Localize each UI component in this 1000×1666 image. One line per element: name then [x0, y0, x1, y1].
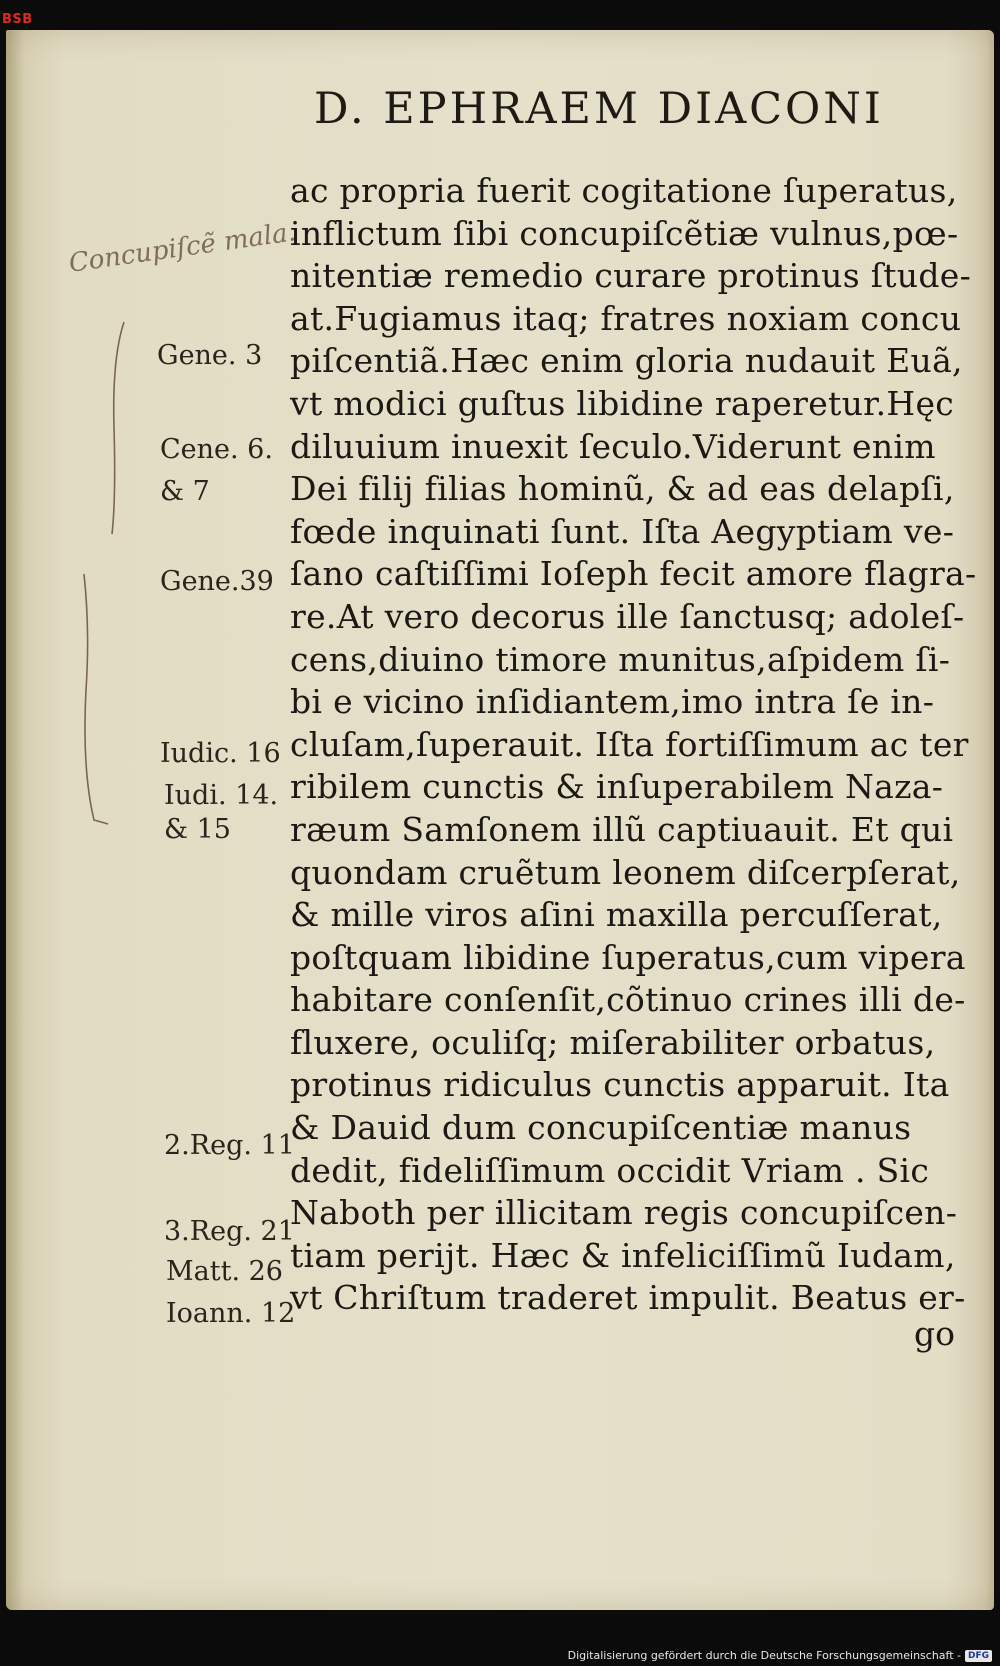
- footer-text: Digitalisierung gefördert durch die Deutsche Forschungsgemeinschaft -: [567, 1649, 961, 1662]
- margin-note-2reg11: 2.Reg. 11: [164, 1130, 295, 1161]
- text-line: fœde inquinati ſunt. Iſta Aegyptiam ve-: [290, 511, 955, 551]
- footer-credit: [568, 1649, 992, 1662]
- catchword: go: [914, 1314, 955, 1353]
- text-line: & Dauid dum concupiſcentiæ manus: [290, 1108, 912, 1148]
- margin-note-gen39: Gene.39: [160, 566, 274, 597]
- text-line: inflictum ſibi concupiſcẽtiæ vulnus,pœ-: [290, 213, 959, 253]
- text-line: habitare conſenſit,cõtinuo crines illi de-: [290, 980, 966, 1020]
- text-line: re.At vero decorus ille ſanctusq; adoleſ-: [290, 596, 965, 636]
- dfg-logo: DFG: [965, 1650, 992, 1662]
- library-logo: BSB: [2, 12, 33, 27]
- text-line: cluſam,ſuperauit. Iſta fortiſſimum ac ter: [290, 724, 969, 764]
- text-line: vt Chriſtum traderet impulit. Beatus er-: [290, 1278, 966, 1318]
- text-line: & mille viros aſini maxilla percuſſerat,: [290, 895, 943, 935]
- text-line: fluxere, oculiſq; miſerabiliter orbatus,: [290, 1022, 936, 1062]
- running-header: D. EPHRAEM DIACONI: [314, 84, 884, 134]
- text-line: bi e vicino inſidiantem,imo intra ſe in-: [290, 682, 935, 722]
- text-line: piſcentiã.Hæc enim gloria nudauit Euã,: [290, 341, 963, 381]
- text-line: ribilem cunctis & inſuperabilem Naza-: [290, 767, 944, 807]
- text-line: quondam cruẽtum leonem diſcerpſerat,: [290, 852, 961, 892]
- text-line: tiam perijt. Hæc & infeliciſſimũ Iudam,: [290, 1235, 956, 1275]
- text-line: poſtquam libidine ſuperatus,cum vipera: [290, 937, 966, 977]
- margin-note-et15: & 15: [164, 814, 231, 845]
- margin-note-gen3: Gene. 3: [157, 340, 263, 371]
- text-line: vt modici guſtus libidine raperetur.Hęc: [290, 383, 955, 423]
- text-line: ac propria fuerit cogitatione ſuperatus,: [290, 171, 958, 210]
- text-line: cens,diuino timore munitus,aſpidem ſi-: [290, 639, 951, 679]
- margin-note-3reg21: 3.Reg. 21: [164, 1216, 295, 1247]
- body-text: [290, 170, 977, 1320]
- margin-note-matt26: Matt. 26: [166, 1256, 283, 1287]
- margin-note-iudi14: Iudi. 14.: [164, 780, 279, 811]
- text-line: dedit, fideliſſimum occidit Vriam . Sic: [290, 1150, 930, 1190]
- margin-note-iudic16: Iudic. 16: [160, 738, 281, 769]
- margin-note-ioann12: Ioann. 12: [166, 1298, 296, 1329]
- margin-note-gen6: Cene. 6.: [160, 434, 273, 465]
- text-line: Naboth per illicitam regis concupiſcen-: [290, 1193, 958, 1233]
- text-line: nitentiæ remedio curare protinus ſtude-: [290, 256, 972, 296]
- handwritten-annotation: Concupiſcẽ mala.: [67, 217, 298, 279]
- text-line: protinus ridiculus cunctis apparuit. Ita: [290, 1065, 950, 1105]
- text-line: ſano caſtiſſimi Ioſeph fecit amore flagra-: [290, 554, 977, 594]
- text-line: at.Fugiamus itaq; fratres noxiam concu: [290, 298, 962, 338]
- text-line: Dei filij filias hominũ, & ad eas delapſi,: [290, 469, 955, 509]
- text-line: ræum Samſonem illũ captiuauit. Et qui: [290, 809, 954, 849]
- margin-note-et7: & 7: [160, 476, 210, 507]
- text-line: diluuium inuexit ſeculo.Viderunt enim: [290, 426, 936, 466]
